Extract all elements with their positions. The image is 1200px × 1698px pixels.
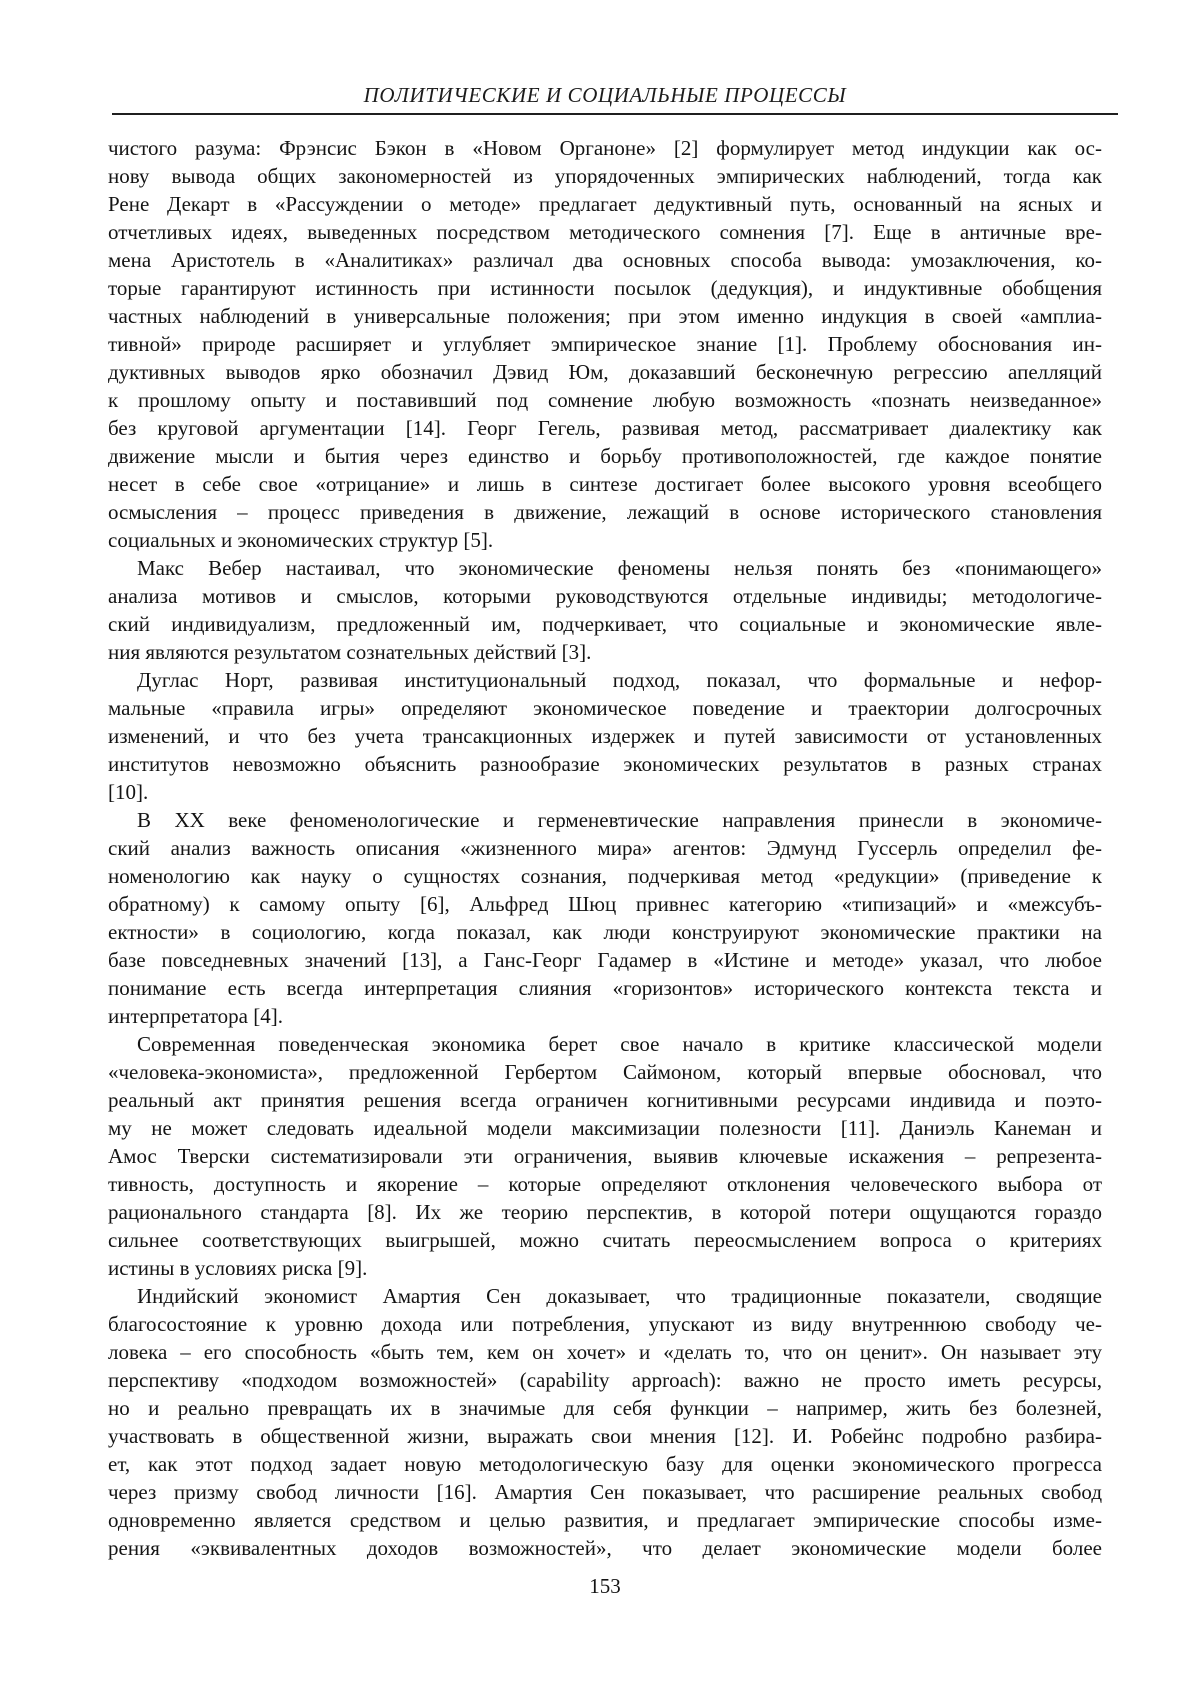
text-line: Современная поведенческая экономика берет свое начало в критике классической модели	[137, 1032, 1102, 1056]
text-line: мальные «правила игры» определяют экономическое поведение и траектории долгосрочных	[108, 696, 1102, 720]
text-line: Рене Декарт в «Рассуждении о методе» предлагает дедуктивный путь, основанный на ясных и	[108, 192, 1102, 216]
paragraph	[108, 1030, 1102, 1282]
text-line: несет в себе свое «отрицание» и лишь в синтезе достигает более высокого уровня всеобщего	[108, 472, 1102, 496]
text-line: «человека-экономиста», предложенной Гербертом Саймоном, который впервые обосновал, что	[108, 1060, 1102, 1084]
text-line: перспективу «подходом возможностей» (capability approach): важно не просто иметь ресурсы,	[108, 1368, 1102, 1392]
text-line: Амос Тверски систематизировали эти ограничения, выявив ключевые искажения – репрезента-	[108, 1144, 1102, 1168]
text-line: без круговой аргументации [14]. Георг Гегель, развивая метод, рассматривает диалектику как	[108, 416, 1102, 440]
text-line: ектности» в социологию, когда показал, как люди конструируют экономические практики на	[108, 920, 1102, 944]
text-line: рационального стандарта [8]. Их же теорию перспектив, в которой потери ощущаются гораздо	[108, 1200, 1102, 1224]
text-line: тивной» природе расширяет и углубляет эмпирическое знание [1]. Проблему обоснования ин-	[108, 332, 1102, 356]
paragraph	[108, 806, 1102, 1030]
text-line: Индийский экономист Амартия Сен доказывает, что традиционные показатели, сводящие	[137, 1284, 1102, 1308]
text-line: чистого разума: Фрэнсис Бэкон в «Новом Органоне» [2] формулирует метод индукции как ос-	[108, 136, 1102, 160]
text-line: рения «эквивалентных доходов возможностей», что делает экономические модели более	[108, 1536, 1102, 1560]
text-line: к прошлому опыту и поставивший под сомнение любую возможность «познать неизведанное»	[108, 388, 1102, 412]
text-line: му не может следовать идеальной модели максимизации полезности [11]. Даниэль Канеман и	[108, 1116, 1102, 1140]
text-line: отчетливых идеях, выведенных посредством методического сомнения [7]. Еще в античные вре-	[108, 220, 1102, 244]
body-text	[108, 134, 1102, 1562]
text-line: движение мысли и бытия через единство и борьбу противоположностей, где каждое понятие	[108, 444, 1102, 468]
running-header-title: ПОЛИТИЧЕСКИЕ И СОЦИАЛЬНЫЕ ПРОЦЕССЫ	[363, 83, 847, 107]
text-line: ния являются результатом сознательных действий [3].	[108, 640, 592, 664]
text-line: [10].	[108, 780, 149, 804]
text-line: Дуглас Норт, развивая институциональный подход, показал, что формальные и нефор-	[137, 668, 1102, 692]
text-line: изменений, и что без учета трансакционных издержек и путей зависимости от установленных	[108, 724, 1102, 748]
text-line: ский индивидуализм, предложенный им, подчеркивает, что социальные и экономические явле-	[108, 612, 1102, 636]
text-line: анализа мотивов и смыслов, которыми руководствуются отдельные индивиды; методологиче-	[108, 584, 1102, 608]
paragraph	[108, 554, 1102, 666]
text-line: институтов невозможно объяснить разнообразие экономических результатов в разных странах	[108, 752, 1102, 776]
text-line: осмысления – процесс приведения в движение, лежащий в основе исторического становления	[108, 500, 1102, 524]
text-line: ловека – его способность «быть тем, кем он хочет» и «делать то, что он ценит». Он называет эту	[108, 1340, 1102, 1364]
text-line: дуктивных выводов ярко обозначил Дэвид Юм, доказавший бесконечную регрессию апелляций	[108, 360, 1102, 384]
text-line: базе повседневных значений [13], а Ганс-Георг Гадамер в «Истине и методе» указал, что любое	[108, 948, 1102, 972]
text-line: мена Аристотель в «Аналитиках» различал два основных способа вывода: умозаключения, ко-	[108, 248, 1102, 272]
text-line: торые гарантируют истинность при истинности посылок (дедукция), и индуктивные обобщения	[108, 276, 1102, 300]
text-line: участвовать в общественной жизни, выражать свои мнения [12]. И. Робейнс подробно разбира-	[108, 1424, 1102, 1448]
text-line: частных наблюдений в универсальные положения; при этом именно индукция в своей «амплиа-	[108, 304, 1102, 328]
text-line: номенологию как науку о сущностях сознания, подчеркивая метод «редукции» (приведение к	[108, 864, 1102, 888]
paragraph	[108, 1282, 1102, 1562]
text-line: истины в условиях риска [9].	[108, 1256, 368, 1280]
text-line: ский анализ важность описания «жизненного мира» агентов: Эдмунд Гуссерль определил фе-	[108, 836, 1102, 860]
text-line: Макс Вебер настаивал, что экономические феномены нельзя понять без «понимающего»	[137, 556, 1102, 580]
text-line: но и реально превращать их в значимые для себя функции – например, жить без болезней,	[108, 1396, 1102, 1420]
text-line: реальный акт принятия решения всегда ограничен когнитивными ресурсами индивида и поэто-	[108, 1088, 1102, 1112]
text-line: одновременно является средством и целью развития, и предлагает эмпирические способы изме-	[108, 1508, 1102, 1532]
paragraph	[108, 134, 1102, 554]
paragraph	[108, 666, 1102, 806]
text-line: нову вывода общих закономерностей из упорядоченных эмпирических наблюдений, тогда как	[108, 164, 1102, 188]
text-line: понимание есть всегда интерпретация слияния «горизонтов» исторического контекста текста и	[108, 976, 1102, 1000]
text-line: интерпретатора [4].	[108, 1004, 283, 1028]
text-line: обратному) к самому опыту [6], Альфред Шюц привнес категорию «типизаций» и «межсубъ-	[108, 892, 1102, 916]
text-line: через призму свобод личности [16]. Амартия Сен показывает, что расширение реальных свобод	[108, 1480, 1102, 1504]
header-rule	[112, 113, 1118, 115]
text-line: В XX веке феноменологические и герменевтические направления принесли в экономиче-	[137, 808, 1102, 832]
running-header	[108, 84, 1102, 115]
text-line: тивность, доступность и якорение – которые определяют отклонения человеческого выбора от	[108, 1172, 1102, 1196]
text-line: сильнее соответствующих выигрышей, можно считать переосмыслением вопроса о критериях	[108, 1228, 1102, 1252]
page-number: 153	[589, 1574, 621, 1598]
text-line: ет, как этот подход задает новую методологическую базу для оценки экономического прогресса	[108, 1452, 1102, 1476]
text-line: благосостояние к уровню дохода или потребления, упускают из виду внутреннюю свободу че-	[108, 1312, 1102, 1336]
text-line: социальных и экономических структур [5].	[108, 528, 494, 552]
